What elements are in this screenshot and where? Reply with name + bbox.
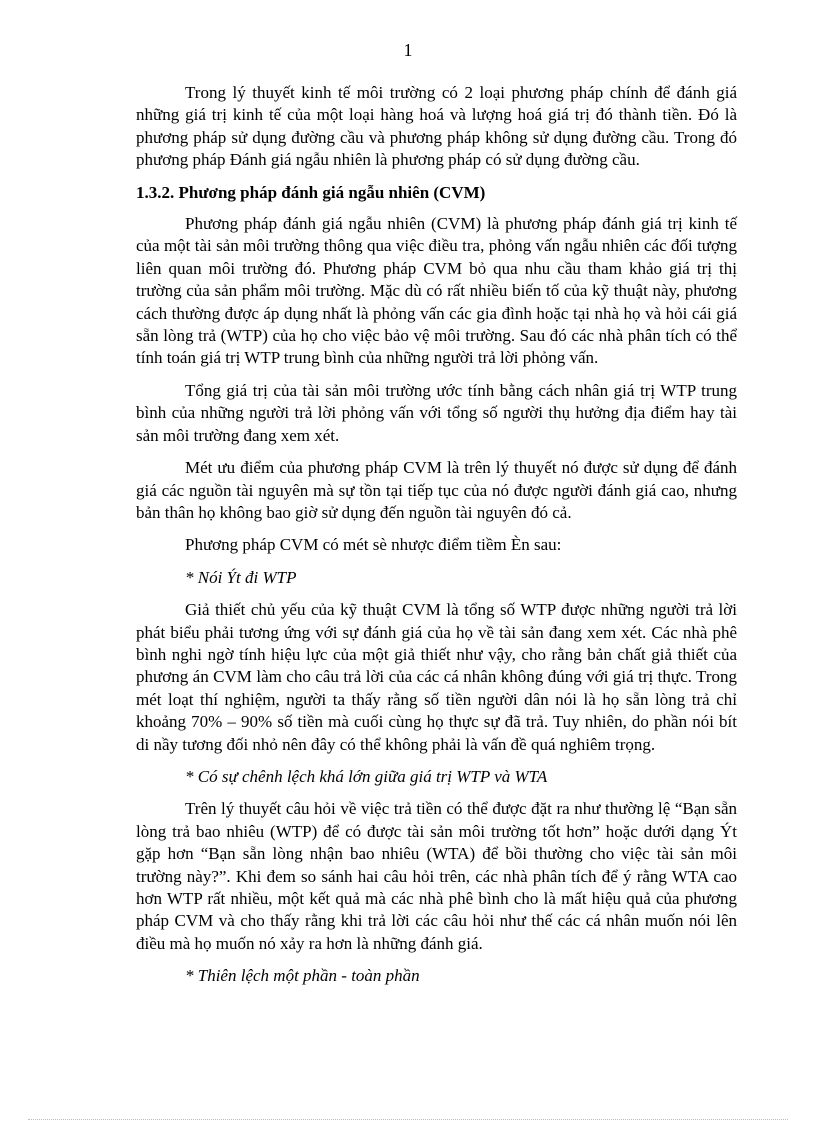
paragraph-drawbacks-intro: Phương pháp CVM có mét sè nhược điểm tiềm Èn sau: (185, 535, 562, 555)
paragraph-total-value: Tổng giá trị của tài sản môi trường ước tính bằng cách nhân giá trị WTP trung bình của những người trả lời phỏng vấn với tổng số người thụ hưởng địa điểm hay tài sản môi trường đang xem xét. (136, 380, 737, 445)
subheading-understatement: * Nói Ýt đi WTP (185, 567, 297, 587)
paragraph-cvm-definition: Phương pháp đánh giá ngẫu nhiên (CVM) là phương pháp đánh giá trị kinh tế của một tài sản môi trường thông qua việc điều tra, phỏng vấn ngẫu nhiên các đối tượng liên quan môi trường đó. Phương pháp CVM bỏ qua nhu cầu tham khảo giá trị thị trường của sản phẩm môi trường. Mặc dù có rất nhiều biến tố của kỹ thuật này, phương cách thường được áp dụng nhất là phỏng vấn các gia đình hoặc tại nhà họ và hỏi cái giá sẵn lòng trả (WTP) của họ cho việc bảo vệ môi trường. Sau đó các nhà phân tích có thể tính toán giá trị WTP trung bình của những người trả lời phỏng vấn. (136, 214, 737, 368)
paragraph-wtp-wta: Trên lý thuyết câu hỏi về việc trả tiền có thể được đặt ra như thường lệ “Bạn sẵn lòng trả bao nhiêu (WTP) để có được tài sản môi trường tốt hơn” hoặc dưới dạng Ýt gặp hơn “Bạn sẵn lòng nhận bao nhiêu (WTA) để bồi thường cho việc tài sản môi trường này?”. Khi đem so sánh hai câu hỏi trên, các nhà phân tích để ý rằng WTA cao hơn WTP rất nhiều, một kết quả mà các nhà phê bình cho là mất hiệu quả của phương pháp CVM và cho thấy rằng khi trả lời các câu hỏi như thế các cá nhân muốn nói lên điều mà họ muốn nó xảy ra hơn là những đánh giá. (136, 799, 737, 953)
page-bottom-divider (28, 1119, 788, 1120)
paragraph-understatement: Giả thiết chủ yếu của kỹ thuật CVM là tổng số WTP được những người trả lời phát biểu phải tương ứng với sự đánh giá của họ về tài sản đang xem xét. Các nhà phê bình nghi ngờ tính hiệu lực của một giả thiết như vậy, cho rằng bản chất giả thiết của phương án CVM làm cho câu trả lời của các cá nhân không đúng với giá trị thực. Trong mét loạt thí nghiệm, người ta thấy rằng số tiền người dân nói là họ sẵn lòng trả chỉ khoảng 70% – 90% số tiền mà cuối cùng họ thực sự đã trả. Tuy nhiên, do phần nói bít di nầy tương đối nhỏ nên đây có thể không phải là vấn đề quá nghiêm trọng. (136, 600, 737, 754)
subheading-wtp-wta: * Có sự chênh lệch khá lớn giữa giá trị WTP và WTA (185, 766, 548, 786)
document-body (136, 82, 737, 998)
section-heading: 1.3.2. Phương pháp đánh giá ngẫu nhiên (CVM) (136, 182, 486, 202)
page-number: 1 (403, 40, 413, 60)
subheading-partial-bias: * Thiên lệch một phần - toàn phần (185, 966, 420, 986)
paragraph-advantage: Mét ưu điểm của phương pháp CVM là trên lý thuyết nó được sử dụng để đánh giá các nguồn tài nguyên mà sự tồn tại tiếp tục của nó được người đánh giá cao, nhưng bản thân họ không bao giờ sử dụng đến nguồn tài nguyên đó cả. (136, 458, 737, 522)
paragraph-intro: Trong lý thuyết kinh tế môi trường có 2 loại phương pháp chính để đánh giá những giá trị kinh tế của một loại hàng hoá và lượng hoá giá trị đó thành tiền. Đó là phương pháp sử dụng đường cầu và phương pháp không sử dụng đường cầu. Trong đó phương pháp Đánh giá ngẫu nhiên là phương pháp có sử dụng đường cầu. (136, 83, 737, 170)
